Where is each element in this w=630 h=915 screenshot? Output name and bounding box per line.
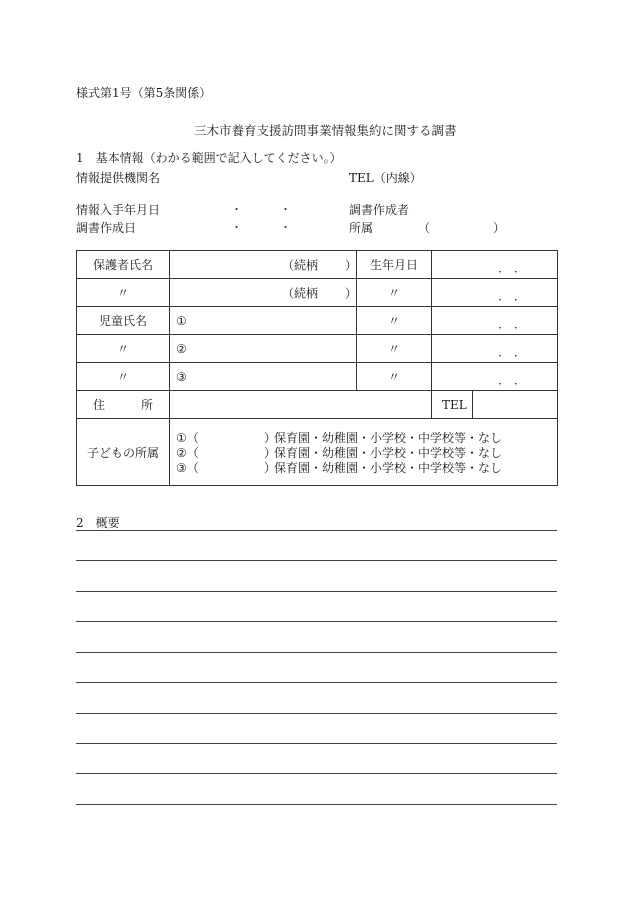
received-date-dot-1: ・	[231, 203, 242, 216]
date-dots: . .	[498, 345, 518, 360]
form-number: 様式第1号（第5条関係）	[76, 86, 212, 100]
guardian-name-label: 保護者氏名	[77, 251, 170, 279]
affiliation-paren-open: （	[418, 221, 431, 235]
affiliation-close: ）	[264, 430, 277, 445]
writing-line[interactable]	[76, 621, 557, 622]
date-dots: . .	[498, 261, 518, 276]
affiliation-options: 保育園・幼稚園・小学校・中学校等・なし	[274, 445, 503, 460]
info-table	[76, 250, 558, 486]
writing-line[interactable]	[76, 773, 557, 774]
received-date-label: 情報入手年月日	[76, 203, 161, 217]
table-row	[77, 279, 558, 307]
affiliation-option-row	[176, 461, 551, 476]
birthdate-ditto: 〃	[357, 363, 432, 391]
table-row	[77, 335, 558, 363]
affiliation-close: ）	[264, 445, 277, 460]
address-tel-label: TEL	[432, 391, 473, 419]
relation-label: （続柄	[282, 286, 319, 300]
received-date-dot-2: ・	[280, 203, 291, 216]
table-row	[77, 363, 558, 391]
birthdate-cell[interactable]	[432, 279, 558, 307]
info-table-wrapper	[76, 250, 557, 486]
guardian-name-cell[interactable]	[170, 251, 357, 279]
address-cell[interactable]	[170, 391, 432, 419]
affiliation-number: ③（	[176, 460, 199, 475]
table-row	[77, 391, 558, 419]
birthdate-label: 生年月日	[357, 251, 432, 279]
date-dots: . .	[498, 317, 518, 332]
affiliation-option-row	[176, 431, 551, 446]
date-dots: . .	[498, 289, 518, 304]
birthdate-cell[interactable]	[432, 307, 558, 335]
writing-line[interactable]	[76, 743, 557, 744]
created-date-label: 調書作成日	[76, 221, 137, 235]
address-tel-cell[interactable]	[473, 391, 558, 419]
provider-tel-label: TEL（内線）	[349, 171, 422, 185]
table-row	[77, 419, 558, 486]
document-title: 三木市養育支援訪問事業情報集約に関する調書	[194, 123, 457, 138]
child2-ditto: 〃	[77, 335, 170, 363]
author-label: 調書作成者	[349, 203, 410, 217]
date-dots: . .	[498, 373, 518, 388]
child-name-label: 児童氏名	[77, 307, 170, 335]
relation-label: （続柄	[282, 258, 319, 272]
affiliation-options: 保育園・幼稚園・小学校・中学校等・なし	[274, 430, 503, 445]
table-row	[77, 251, 558, 279]
affiliation-option-row	[176, 446, 551, 461]
child-name-cell-3[interactable]	[170, 363, 357, 391]
affiliation-options: 保育園・幼稚園・小学校・中学校等・なし	[274, 460, 503, 475]
writing-line[interactable]	[76, 591, 557, 592]
birthdate-cell[interactable]	[432, 335, 558, 363]
child-2-marker: ②	[176, 341, 187, 356]
child3-ditto: 〃	[77, 363, 170, 391]
writing-line[interactable]	[76, 560, 557, 561]
birthdate-cell[interactable]	[432, 251, 558, 279]
birthdate-cell[interactable]	[432, 363, 558, 391]
birthdate-ditto: 〃	[357, 307, 432, 335]
created-date-dot-1: ・	[231, 221, 242, 234]
writing-line[interactable]	[76, 713, 557, 714]
birthdate-ditto: 〃	[357, 335, 432, 363]
affiliation-number: ①（	[176, 430, 199, 445]
writing-line[interactable]	[76, 652, 557, 653]
relation-close: ）	[345, 286, 358, 300]
affiliation-close: ）	[264, 460, 277, 475]
table-row	[77, 307, 558, 335]
section2-heading: 2 概要	[76, 516, 120, 530]
writing-line[interactable]	[76, 530, 557, 531]
birthdate-ditto: 〃	[357, 279, 432, 307]
guardian2-name-cell[interactable]	[170, 279, 357, 307]
address-label: 住 所	[77, 391, 170, 419]
affiliation-number: ②（	[176, 445, 199, 460]
child-name-cell-2[interactable]	[170, 335, 357, 363]
child-1-marker: ①	[176, 313, 187, 328]
affiliation-paren-close: ）	[493, 221, 506, 235]
created-date-dot-2: ・	[280, 221, 291, 234]
child-affiliation-cell[interactable]	[170, 419, 558, 486]
child-3-marker: ③	[176, 369, 187, 384]
provider-label: 情報提供機関名	[76, 171, 161, 185]
relation-close: ）	[345, 258, 358, 272]
guardian2-ditto: 〃	[77, 279, 170, 307]
writing-line[interactable]	[76, 682, 557, 683]
section1-heading: 1 基本情報（わかる範囲で記入してください。）	[76, 151, 342, 165]
child-affiliation-label: 子どもの所属	[77, 419, 170, 486]
writing-line[interactable]	[76, 804, 557, 805]
child-name-cell-1[interactable]	[170, 307, 357, 335]
affiliation-label: 所属	[349, 221, 374, 235]
